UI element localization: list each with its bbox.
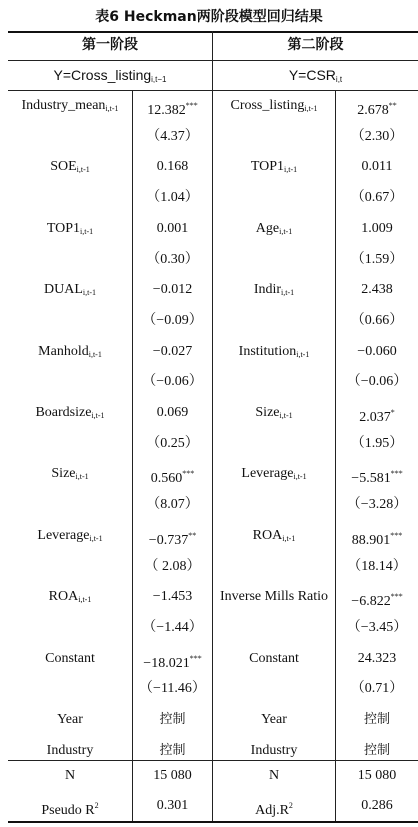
stage2-variable-cell bbox=[213, 275, 335, 306]
stage1-variable-cell bbox=[8, 337, 132, 368]
stage2-variable-cell bbox=[213, 337, 335, 368]
variable-subscript: i,t-1 bbox=[296, 349, 310, 359]
coefficient-value: 88.901 bbox=[351, 532, 391, 548]
coefficient-value: （0.30） bbox=[146, 251, 199, 267]
stage1-variable-cell bbox=[8, 91, 132, 122]
stage1-variable-cell bbox=[8, 552, 132, 583]
stage1-variable-cell bbox=[8, 674, 132, 705]
stage1-value-cell bbox=[133, 582, 212, 613]
stage1-variable-cell bbox=[8, 152, 132, 183]
stage1-variable-cell bbox=[8, 367, 132, 398]
stage1-variable-cell bbox=[8, 705, 132, 736]
variable-subscript: i,t-1 bbox=[105, 104, 119, 113]
stage2-variable-cell bbox=[213, 674, 335, 705]
variable-name: Size bbox=[255, 405, 280, 420]
stage1-statistic-value: 15 080 bbox=[153, 768, 192, 783]
variable-name: ROA bbox=[252, 527, 283, 543]
coefficient-value: −0.060 bbox=[357, 343, 397, 359]
variable-name: Constant bbox=[249, 650, 299, 666]
stage1-value-cell bbox=[133, 367, 212, 398]
table-row bbox=[8, 183, 418, 214]
stage2-variable-cell bbox=[213, 705, 335, 736]
stage1-value-cell bbox=[133, 613, 212, 644]
variable-name: ROA bbox=[48, 589, 79, 605]
table-row bbox=[8, 398, 418, 429]
stage2-value-cell bbox=[336, 490, 418, 521]
coefficient-value: 控制 bbox=[363, 742, 390, 758]
significance-stars: *** bbox=[390, 530, 403, 540]
table-row bbox=[8, 245, 418, 276]
coefficient-value: （ 2.08） bbox=[144, 558, 201, 574]
table-row bbox=[8, 613, 418, 644]
stage1-value-cell bbox=[133, 91, 212, 122]
stage2-value-cell bbox=[336, 613, 418, 644]
coefficient-value: 0.560 bbox=[150, 471, 183, 487]
stage2-variable-cell bbox=[213, 152, 335, 183]
table-row bbox=[8, 91, 418, 122]
variable-name: Cross_listing bbox=[230, 98, 305, 113]
coefficient-value: −0.027 bbox=[152, 343, 193, 359]
stage1-value-cell bbox=[133, 490, 212, 521]
coefficient-value: （0.67） bbox=[350, 190, 404, 206]
coefficient-value: 0.011 bbox=[361, 159, 393, 175]
statistic-name: Pseudo R bbox=[41, 803, 95, 818]
variable-name: SOE bbox=[50, 159, 77, 175]
table-row bbox=[8, 582, 418, 613]
variable-subscript: i,t-1 bbox=[281, 288, 295, 298]
significance-stars: ** bbox=[188, 530, 197, 540]
coefficient-value: 控制 bbox=[363, 712, 390, 727]
variable-subscript: i,t-1 bbox=[89, 533, 103, 543]
coefficient-value: （2.30） bbox=[350, 128, 404, 144]
stage2-value-cell bbox=[336, 152, 418, 183]
table-row bbox=[8, 429, 418, 460]
variable-name: DUAL bbox=[44, 282, 83, 298]
coefficient-value: （4.37） bbox=[146, 128, 199, 144]
variable-name: Leverage bbox=[37, 527, 90, 543]
variable-subscript: i,t-1 bbox=[282, 533, 296, 543]
stage1-statistic-label bbox=[8, 791, 132, 822]
stage2-value-cell bbox=[336, 91, 418, 122]
significance-stars: *** bbox=[182, 469, 195, 479]
table-title: 表6 Heckman两阶段模型回归结果 bbox=[95, 9, 323, 25]
stage1-value-cell bbox=[133, 459, 212, 490]
stage2-value-cell bbox=[336, 306, 418, 337]
stage1-variable-cell bbox=[8, 582, 132, 613]
significance-stars: *** bbox=[185, 101, 198, 110]
stage1-variable-cell bbox=[8, 398, 132, 429]
stage1-value-cell bbox=[133, 521, 212, 552]
coefficient-value: 24.323 bbox=[357, 650, 397, 666]
stage2-value-cell bbox=[336, 122, 418, 153]
variable-subscript: i,t-1 bbox=[75, 472, 89, 482]
variable-subscript: i,t-1 bbox=[304, 104, 318, 113]
stage2-variable-cell bbox=[213, 613, 335, 644]
stage1-value-cell bbox=[133, 275, 212, 306]
coefficient-value: （−0.06） bbox=[142, 374, 203, 390]
coefficient-value: （1.04） bbox=[146, 190, 199, 206]
coefficient-value: （1.95） bbox=[350, 435, 404, 451]
coefficient-value: （0.66） bbox=[350, 312, 404, 328]
table-row bbox=[8, 152, 418, 183]
coefficient-value: −0.012 bbox=[152, 282, 193, 298]
table-row bbox=[8, 122, 418, 153]
stage1-variable-cell bbox=[8, 183, 132, 214]
significance-stars: ** bbox=[388, 101, 397, 110]
stage1-variable-cell bbox=[8, 644, 132, 675]
table-row bbox=[8, 490, 418, 521]
coefficient-value: 2.037 bbox=[359, 410, 391, 425]
stage2-value-cell bbox=[336, 245, 418, 276]
stage1-value-cell bbox=[133, 644, 212, 675]
stage2-variable-cell bbox=[213, 183, 335, 214]
coefficient-value: （0.71） bbox=[350, 681, 404, 697]
stage2-value-cell bbox=[336, 275, 418, 306]
table-row bbox=[8, 367, 418, 398]
variable-name: Industry bbox=[250, 742, 298, 758]
stage1-variable-cell bbox=[8, 490, 132, 521]
stage1-variable-cell bbox=[8, 122, 132, 153]
stage1-variable-cell bbox=[8, 214, 132, 245]
coefficient-value: −18.021 bbox=[143, 655, 190, 671]
superscript: 2 bbox=[288, 801, 293, 810]
stage1-value-cell bbox=[133, 152, 212, 183]
stage2-variable-cell bbox=[213, 214, 335, 245]
stage1-variable-cell bbox=[8, 245, 132, 276]
coefficient-value: 控制 bbox=[159, 742, 186, 758]
variable-subscript: i,t-1 bbox=[78, 595, 92, 605]
stage1-header: 第一阶段 bbox=[82, 37, 138, 53]
stage2-statistic-label bbox=[213, 761, 335, 792]
stage2-value-cell bbox=[336, 674, 418, 705]
stage2-value-cell bbox=[336, 552, 418, 583]
stage2-value-cell bbox=[336, 214, 418, 245]
table-row bbox=[8, 644, 418, 675]
variable-name: Indir bbox=[253, 282, 282, 298]
significance-stars: * bbox=[390, 408, 395, 417]
stage2-value-cell bbox=[336, 644, 418, 675]
stage2-value-cell bbox=[336, 521, 418, 552]
variable-subscript: i,t-1 bbox=[82, 288, 96, 298]
coefficient-value: （1.59） bbox=[350, 251, 404, 267]
table-row bbox=[8, 337, 418, 368]
variable-name: TOP1 bbox=[46, 220, 81, 236]
variable-name: TOP1 bbox=[250, 159, 285, 175]
variable-name: Manhold bbox=[38, 343, 89, 359]
table-row bbox=[8, 552, 418, 583]
coefficient-value: （8.07） bbox=[146, 497, 199, 513]
coefficient-value: −6.822 bbox=[351, 594, 391, 610]
variable-name: Industry bbox=[46, 742, 94, 758]
stage2-statistic-label bbox=[213, 791, 335, 822]
variable-name: Constant bbox=[45, 650, 95, 666]
stage2-variable-cell bbox=[213, 459, 335, 490]
variable-subscript: i,t-1 bbox=[76, 165, 90, 175]
stage2-variable-cell bbox=[213, 429, 335, 460]
stage2-value-cell bbox=[336, 337, 418, 368]
variable-name: Institution bbox=[238, 343, 297, 359]
statistic-name: N bbox=[268, 768, 280, 783]
variable-subscript: i,t-1 bbox=[284, 165, 298, 175]
stage2-variable-cell bbox=[213, 398, 335, 429]
table-row bbox=[8, 521, 418, 552]
stage1-value-cell bbox=[133, 122, 212, 153]
variable-name: Industry_mean bbox=[21, 98, 106, 113]
coefficient-value: −1.453 bbox=[152, 589, 193, 605]
variable-name: Year bbox=[57, 712, 83, 727]
stage1-dependent-variable: Y=Cross_listing$_{i,t-1}$ bbox=[53, 67, 167, 84]
coefficient-value: （0.25） bbox=[146, 435, 199, 451]
variable-name: Leverage bbox=[241, 466, 294, 482]
coefficient-value: 1.009 bbox=[361, 220, 393, 236]
coefficient-value: −0.737 bbox=[148, 532, 189, 548]
coefficient-value: 0.069 bbox=[156, 405, 189, 420]
stage2-variable-cell bbox=[213, 490, 335, 521]
stage2-variable-cell bbox=[213, 245, 335, 276]
stage2-value-cell bbox=[336, 398, 418, 429]
stage1-statistic-value: 0.301 bbox=[156, 798, 189, 813]
coefficient-value: 12.382 bbox=[147, 103, 186, 118]
table-row bbox=[8, 705, 418, 736]
variable-subscript: i,t-1 bbox=[88, 349, 102, 359]
coefficient-value: （−0.09） bbox=[142, 312, 203, 328]
stage1-value-cell bbox=[133, 674, 212, 705]
stage2-variable-cell bbox=[213, 552, 335, 583]
statistic-name: Adj.R bbox=[255, 803, 289, 818]
stage2-variable-cell bbox=[213, 521, 335, 552]
variable-subscript: i,t-1 bbox=[279, 411, 293, 420]
coefficient-value: 2.678 bbox=[357, 103, 389, 118]
stage2-variable-cell bbox=[213, 582, 335, 613]
stage1-statistic-label bbox=[8, 761, 132, 792]
stage2-dependent-variable: $Y=CSR_{i,t}$ bbox=[288, 67, 343, 84]
stage1-value-cell bbox=[133, 214, 212, 245]
stage2-statistic-value: 15 080 bbox=[357, 768, 397, 783]
coefficient-value: （−3.28） bbox=[346, 497, 408, 513]
coefficient-value: 0.001 bbox=[156, 220, 189, 236]
stage1-value-cell bbox=[133, 245, 212, 276]
stage2-value-cell bbox=[336, 429, 418, 460]
coefficient-value: （−1.44） bbox=[142, 619, 203, 635]
coefficient-value: 2.438 bbox=[361, 282, 393, 298]
stage2-value-cell bbox=[336, 367, 418, 398]
coefficient-value: （18.14） bbox=[347, 558, 407, 574]
coefficient-value: −5.581 bbox=[351, 471, 391, 487]
statistic-name: N bbox=[64, 768, 76, 783]
significance-stars: *** bbox=[390, 592, 403, 602]
table-row bbox=[8, 674, 418, 705]
coefficient-value: （−3.45） bbox=[346, 619, 408, 635]
variable-name: Year bbox=[261, 712, 287, 727]
stage1-variable-cell bbox=[8, 521, 132, 552]
stage2-value-cell bbox=[336, 705, 418, 736]
stage1-value-cell bbox=[133, 705, 212, 736]
stage1-value-cell bbox=[133, 429, 212, 460]
variable-subscript: i,t-1 bbox=[91, 411, 105, 420]
stage1-variable-cell bbox=[8, 459, 132, 490]
stage1-variable-cell bbox=[8, 613, 132, 644]
coefficient-value: （−0.06） bbox=[346, 374, 408, 390]
stage1-value-cell bbox=[133, 552, 212, 583]
table-row bbox=[8, 306, 418, 337]
stage2-variable-cell bbox=[213, 122, 335, 153]
variable-name: Age bbox=[255, 220, 280, 236]
stage1-value-cell bbox=[133, 183, 212, 214]
stage2-value-cell bbox=[336, 183, 418, 214]
variable-name: Boardsize bbox=[35, 405, 92, 420]
stage1-variable-cell bbox=[8, 429, 132, 460]
coefficient-value: 0.168 bbox=[156, 159, 189, 175]
stage2-header: 第二阶段 bbox=[287, 37, 344, 53]
stage2-variable-cell bbox=[213, 306, 335, 337]
stage1-value-cell bbox=[133, 398, 212, 429]
stage2-statistic-value: 0.286 bbox=[361, 798, 393, 813]
stage2-variable-cell bbox=[213, 644, 335, 675]
stage1-value-cell bbox=[133, 337, 212, 368]
variable-name: Inverse Mills Ratio bbox=[219, 589, 329, 605]
variable-name: Size bbox=[51, 466, 76, 482]
stage2-variable-cell bbox=[213, 367, 335, 398]
stage1-variable-cell bbox=[8, 275, 132, 306]
table-row bbox=[8, 214, 418, 245]
variable-subscript: i,t-1 bbox=[279, 226, 293, 236]
stage2-variable-cell bbox=[213, 91, 335, 122]
superscript: 2 bbox=[94, 801, 99, 810]
table-row bbox=[8, 275, 418, 306]
variable-subscript: i,t-1 bbox=[80, 226, 94, 236]
stage2-value-cell bbox=[336, 582, 418, 613]
stage1-value-cell bbox=[133, 306, 212, 337]
significance-stars: *** bbox=[390, 469, 403, 479]
coefficient-value: （−11.46） bbox=[139, 681, 206, 697]
footer-row bbox=[8, 761, 418, 792]
footer-row bbox=[8, 791, 418, 822]
variable-subscript: i,t-1 bbox=[293, 472, 307, 482]
coefficient-value: 控制 bbox=[159, 712, 186, 727]
stage2-value-cell bbox=[336, 459, 418, 490]
stage1-variable-cell bbox=[8, 306, 132, 337]
table-row bbox=[8, 459, 418, 490]
significance-stars: *** bbox=[189, 653, 202, 663]
